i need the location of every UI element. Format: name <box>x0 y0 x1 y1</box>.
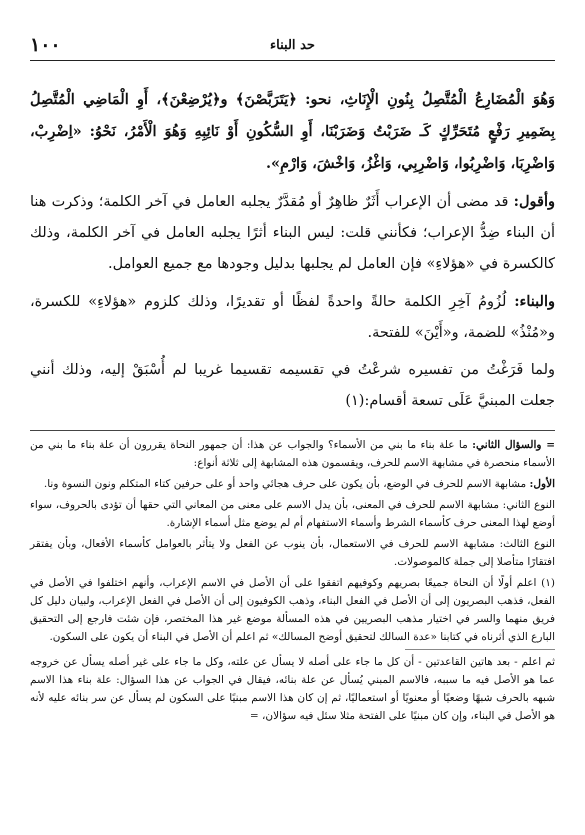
commentary-text: قد مضى أن الإعراب أَثَرٌ ظاهِرٌ أو مُقدَّرٌ يجلبه العامل في آخر الكلمة؛ وذكرت هنا أن البناء ضِدُّ الإعراب؛ فكأنني قلت: ليس البناء أثرًا يجلبه العامل في آخر الكلمة، وذلك كالكسرة في «هؤلاءِ» فإن العامل لم يجلبها بدليل وجودها مع جميع العوامل. <box>30 194 555 272</box>
footnote-divider <box>30 430 555 431</box>
footnote-question-lead: = والسؤال الثاني: <box>472 439 555 451</box>
footnotes <box>30 436 555 728</box>
footnote-inner-divider <box>405 649 555 650</box>
paragraph-matn <box>30 84 555 180</box>
footnote-type-1 <box>30 475 555 493</box>
paragraph-commentary-1 <box>30 186 555 280</box>
paragraph-definition <box>30 286 555 349</box>
footnote-type-1-lead: الأول: <box>529 478 555 490</box>
running-title: حد البناء <box>270 38 315 53</box>
matn-bold: وَهُوَ الْمُضَارِعُ الْمُتَّصِلُ بِنُونِ الْإِنَاثِ، <box>339 91 555 108</box>
footnote-type-3: النوع الثالث: مشابهة الاسم للحرف في الاستعمال، بأن ينوب عن الفعل ولا يتأثر بالعوامل كأسماء الأفعال، وبأن يفتقر افتقارًا متأصلا إلى جملة كالموصولات. <box>30 538 555 568</box>
footnote-type-1-text: مشابهة الاسم للحرف في الوضع، بأن يكون على حرف هجائي واحد أو على حرفين كتاء المتكلم ونون النسوة ونا. <box>43 478 530 490</box>
footnote-continuation: ثم اعلم - بعد هاتين القاعدتين - أن كل ما جاء على أصله لا يسأل عن علته، وكل ما جاء على غير أصله يسأل عن خروجه عما هو الأصل فيه ما سببه، فالاسم المبني يُسأل عن علة بنائه، فيقال في الجواب عن هذا السؤال: علة بناء هذا الاسم شبهه بالحرف شبهًا وضعيًا أو معنويًا أو استعماليًا، ثم إن كان هذا الاسم مبنيًا على السكون لم يسأل عن سر بنائه عليه لأنه هو الأصل في البناء، وإن كان مبنيًا على الفتحة مثلا سئل فيه سؤالان، = <box>30 656 555 722</box>
aqulu-lead: وأقول: <box>513 193 555 210</box>
page-header <box>30 34 555 61</box>
definition-lead: والبناء: <box>514 293 555 310</box>
footnote-1: (١) اعلم أولًا أن النحاة جميعًا بصريهم وكوفيهم اتفقوا على أن الأصل في الاسم الإعراب، وأنهم اختلفوا في الأصل في الفعل، فذهب البصريون إلى أن الأصل في الفعل البناء، وذهب الكوفيون إلى أن الأصل في الفعل الإعراب، ولبيان دليل كل فريق منهما والسر في اختيار مذهب البصريين في هذه المسألة موضع غير هذا المختصر، فإن شئت فارجع إلى التحقيق البارع الذي أثرناه في كتابنا «عدة السالك لتحقيق أوضح المسالك» ثم اعلم أن الأصل في البناء أن يكون على السكون. <box>30 577 555 643</box>
footnote-type-2: النوع الثاني: مشابهة الاسم للحرف في المعنى، بأن يدل الاسم على معنى من المعاني التي حقها أن تؤدى بالحروف، سواء أوضع لهذا المعنى حرف كأسماء الشرط وأسماء الاستفهام أم لم يوضع مثل أسماء الإشارة. <box>30 499 555 529</box>
footnote-question-text: ما علة بناء ما بني من الأسماء؟ والجواب عن هذا: أن جمهور النحاة يقررون أن علة بناء ما بني من الأسماء منحصرة في مشابهة الاسم للحرف، ويقسمون هذه المشابهة إلى ثلاثة أنواع: <box>30 439 555 469</box>
matn-rest: نحو: ﴿يَتَرَبَّصْنَ﴾ و﴿يُرْضِعْنَ﴾، أَوِ الْمَاضِي الْمُتَّصِلُ بِضَمِيرِ رَفْعٍ مُتَحَرِّكٍ كَـ ضَرَبْتُ وَضَرَبْنَا، أَوِ السُّكُونِ أَوْ نَائِبِهِ وَهُوَ الْأَمْرُ، نَحْوُ: «اِضْرِبْ، وَاضْرِبَا، وَاضْرِبُوا، وَاضْرِبِي، وَاغْزُ، وَاخْشَ، وَارْمِ». <box>30 91 555 172</box>
main-text <box>30 84 555 423</box>
footnote-question <box>30 436 555 472</box>
definition-text: لُزُومُ آخِرِ الكلمة حالةً واحدةً لفظًا أو تقديرًا، وذلك كلزوم «هؤلاءِ» للكسرة، و«مُنْذُ» للضمة، و«أَيْنَ» للفتحة. <box>30 294 555 341</box>
page-number: ١٠٠ <box>30 34 61 56</box>
paragraph-division: ولما فَرَغْتُ من تفسيره شرعْتُ في تقسيمه تقسيما غريبا لم أُسْبَقْ إليه، وذلك أنني جعلت المبنيَّ عَلَى تسعة أقسام:(١) <box>30 362 555 409</box>
